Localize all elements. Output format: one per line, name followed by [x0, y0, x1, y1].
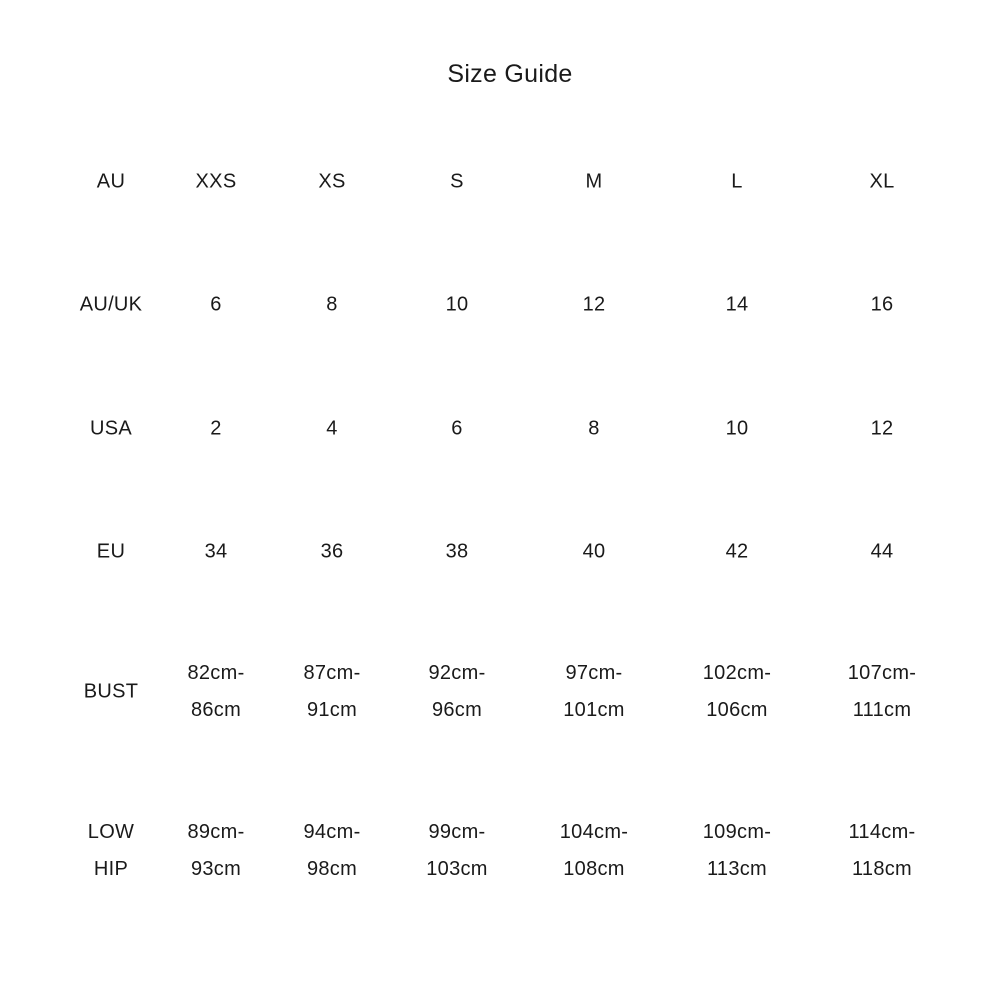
cell-line: 106cm: [706, 699, 768, 721]
table-cell: [326, 287, 337, 324]
cell-line: 102cm-: [702, 662, 772, 684]
cell-line: 98cm: [306, 858, 358, 880]
cell-line: 111cm: [852, 699, 912, 721]
table-cell: [726, 534, 749, 571]
table-cell: [848, 655, 917, 729]
row-header: [88, 814, 134, 888]
table-cell: [583, 534, 606, 571]
table-cell: [326, 411, 337, 448]
cell-line: 40: [582, 540, 606, 563]
cell-line: S: [450, 170, 464, 193]
cell-line: 104cm-: [559, 821, 629, 843]
row-header: [80, 287, 143, 324]
table-cell: [303, 814, 360, 888]
table-cell: [446, 534, 469, 571]
cell-line: 4: [326, 417, 338, 440]
table-cell: [303, 655, 360, 729]
table-cell: [871, 287, 894, 324]
table-cell: [586, 164, 603, 201]
table-cell: [426, 814, 488, 888]
cell-line: 87cm-: [303, 662, 361, 684]
row-header-line: AU/UK: [79, 293, 143, 316]
cell-line: 6: [210, 293, 222, 316]
cell-line: 82cm-: [187, 662, 245, 684]
row-header-line: AU: [96, 170, 126, 193]
cell-line: 96cm: [431, 699, 483, 721]
row-header-line: BUST: [83, 680, 139, 703]
row-header: [97, 534, 125, 571]
table-cell: [321, 534, 344, 571]
cell-line: 99cm-: [428, 821, 486, 843]
cell-line: 103cm: [426, 858, 488, 880]
cell-line: 107cm-: [847, 662, 917, 684]
row-header: [97, 164, 125, 201]
cell-line: 12: [870, 417, 894, 440]
cell-line: 92cm-: [428, 662, 486, 684]
table-cell: [726, 411, 749, 448]
table-cell: [450, 164, 464, 201]
table-cell: [451, 411, 462, 448]
table-cell: [446, 287, 469, 324]
row-header-line: EU: [96, 540, 126, 563]
row-header: [90, 411, 132, 448]
cell-line: 10: [445, 293, 469, 316]
table-cell: [848, 814, 915, 888]
table-cell: [588, 411, 599, 448]
page-title: Size Guide: [447, 60, 573, 88]
cell-line: 109cm-: [702, 821, 772, 843]
cell-line: 16: [870, 293, 894, 316]
table-cell: [583, 287, 606, 324]
cell-line: 10: [725, 417, 749, 440]
table-cell: [318, 164, 345, 201]
cell-line: XL: [869, 170, 895, 193]
cell-line: 97cm-: [565, 662, 623, 684]
cell-line: 113cm: [706, 858, 768, 880]
cell-line: 93cm: [190, 858, 242, 880]
cell-line: 44: [870, 540, 894, 563]
cell-line: 94cm-: [303, 821, 361, 843]
cell-line: 12: [582, 293, 606, 316]
cell-line: 108cm: [563, 858, 625, 880]
cell-line: 34: [204, 540, 228, 563]
cell-line: 91cm: [306, 699, 358, 721]
table-cell: [703, 814, 772, 888]
table-cell: [731, 164, 742, 201]
cell-line: 6: [451, 417, 463, 440]
table-cell: [210, 411, 221, 448]
cell-line: 101cm: [563, 699, 625, 721]
row-header-line: LOW: [87, 821, 135, 843]
table-cell: [560, 814, 629, 888]
table-cell: [726, 287, 749, 324]
cell-line: 8: [326, 293, 338, 316]
table-cell: [187, 814, 244, 888]
row-header: [84, 674, 139, 711]
cell-line: 89cm-: [187, 821, 245, 843]
table-cell: [205, 534, 228, 571]
cell-line: 14: [725, 293, 749, 316]
table-cell: [703, 655, 772, 729]
cell-line: 8: [588, 417, 600, 440]
table-cell: [871, 534, 894, 571]
cell-line: 42: [725, 540, 749, 563]
cell-line: XXS: [195, 170, 237, 193]
cell-line: 2: [210, 417, 222, 440]
table-cell: [196, 164, 237, 201]
table-cell: [187, 655, 244, 729]
table-cell: [428, 655, 485, 729]
table-cell: [869, 164, 894, 201]
cell-line: 118cm: [851, 858, 913, 880]
row-header-line: HIP: [93, 858, 129, 880]
cell-line: 114cm-: [848, 821, 916, 843]
cell-line: L: [731, 170, 743, 193]
cell-line: 36: [320, 540, 344, 563]
cell-line: 86cm: [190, 699, 242, 721]
table-cell: [210, 287, 221, 324]
table-cell: [563, 655, 625, 729]
row-header-line: USA: [89, 417, 133, 440]
cell-line: M: [585, 170, 603, 193]
table-cell: [871, 411, 894, 448]
cell-line: 38: [445, 540, 469, 563]
cell-line: XS: [318, 170, 346, 193]
